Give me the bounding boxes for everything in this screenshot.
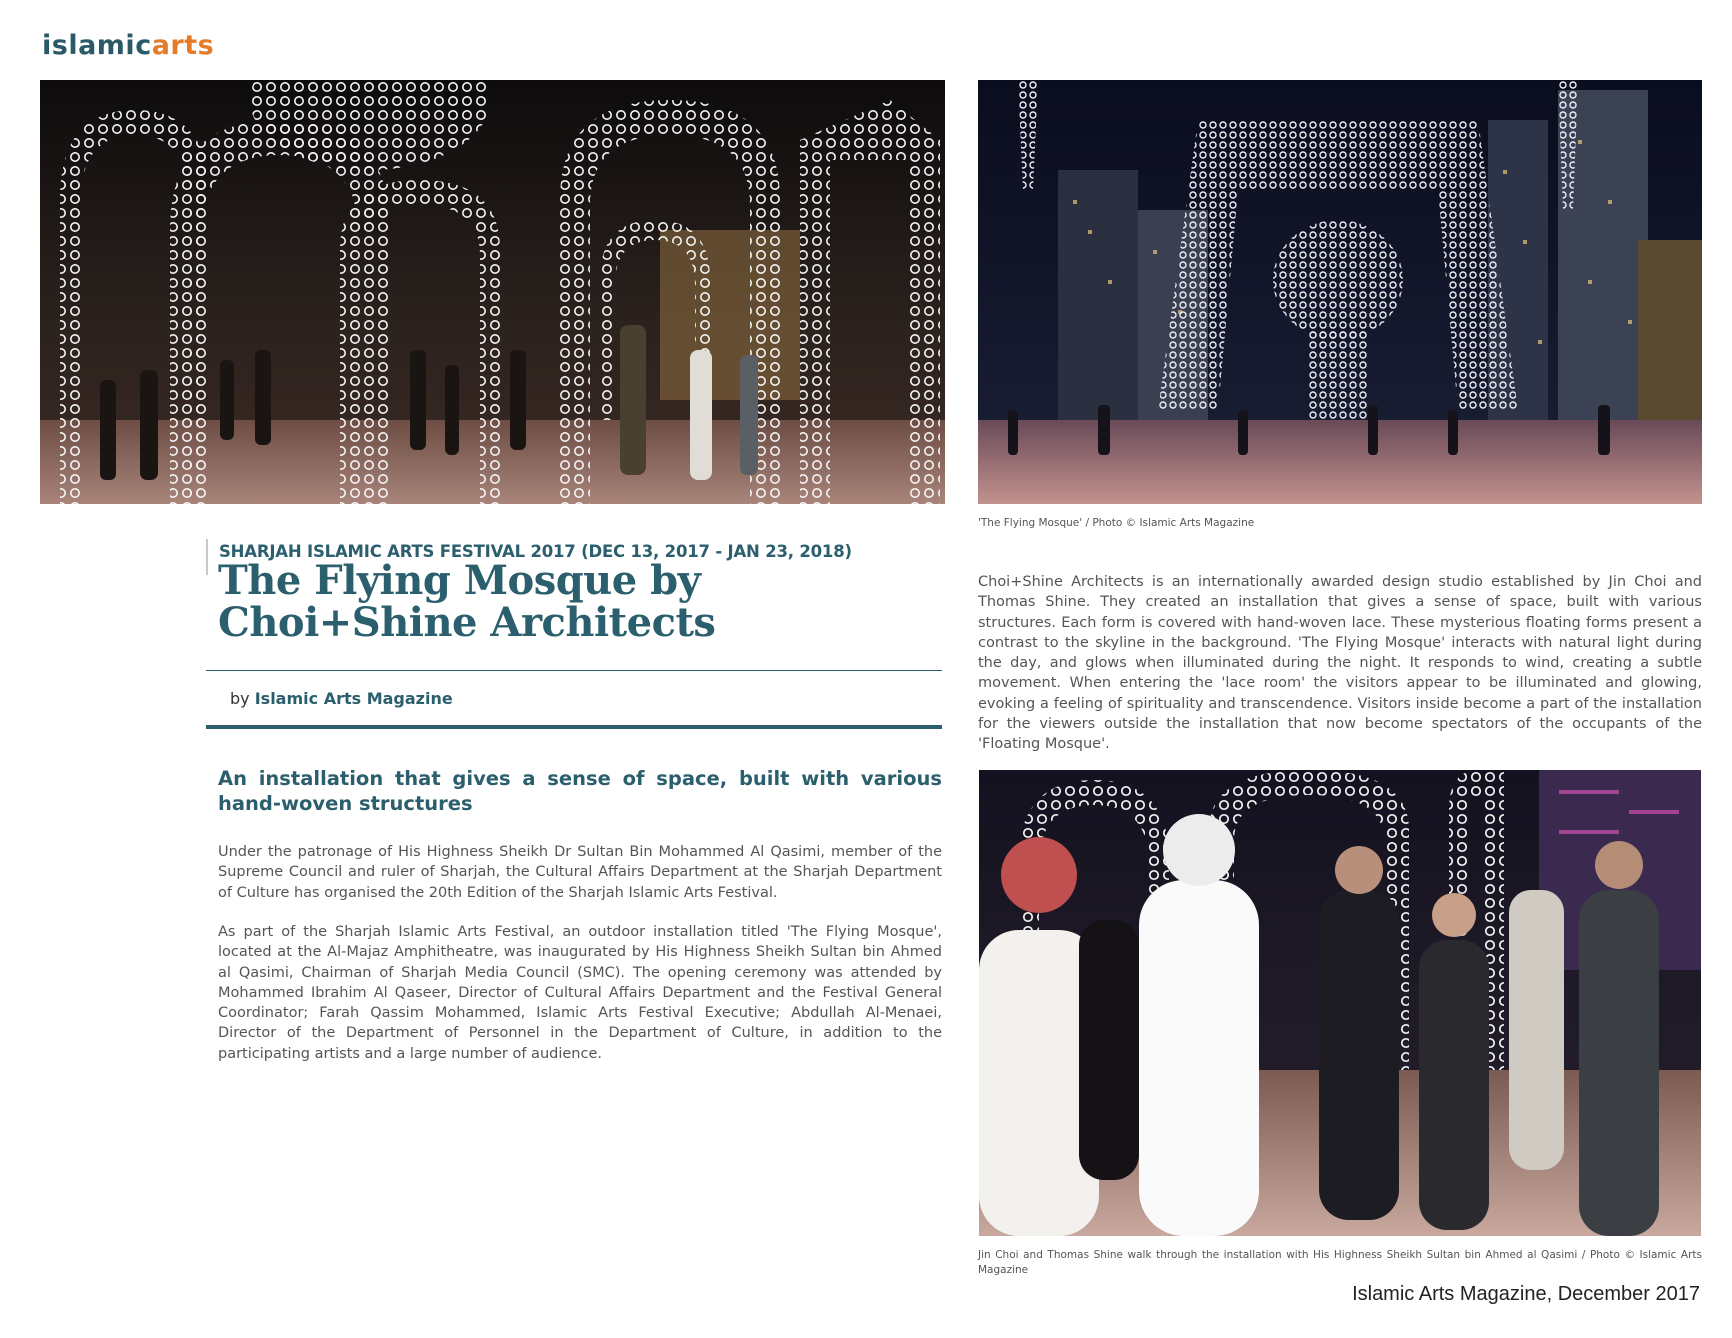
magazine-footer: Islamic Arts Magazine, December 2017	[1352, 1283, 1700, 1305]
article-title: The Flying Mosque by Choi+Shine Architects	[218, 557, 716, 646]
byline-divider	[206, 725, 942, 729]
byline	[230, 689, 453, 708]
night-lace-arches-photo	[40, 80, 945, 504]
festival-kicker: SHARJAH ISLAMIC ARTS FESTIVAL 2017 (DEC 13, 2017 - JAN 23, 2018)	[219, 542, 852, 561]
body-paragraph-1: Under the patronage of His Highness Sheikh Dr Sultan Bin Mohammed Al Qasimi, member of the Supreme Council and ruler of Sharjah, the Cultural Affairs Department at the Sharjah Department of Culture has organised the 20th Edition of the Sharjah Islamic Arts Festival.	[218, 844, 942, 901]
article-subhead: An installation that gives a sense of space, built with various hand-woven structures	[218, 767, 942, 815]
kicker-accent-bar	[206, 539, 208, 575]
byline-prefix: by	[230, 689, 250, 708]
body-paragraph-2: As part of the Sharjah Islamic Arts Festival, an outdoor installation titled 'The Flying Mosque', located at the Al-Majaz Amphitheatre, was inaugurated by His Highness Sheikh Sultan bin Ahmed al Qasimi, Chairman of Sharjah Media Council (SMC). The opening ceremony was attended by Mohammed Ibrahim Al Qaseer, Director of Cultural Affairs Department and the Festival General Coordinator; Farah Qassim Mohammed, Islamic Arts Festival Executive; Abdullah Al-Menaei, Director of the Department of Personnel in the Department of Culture, in addition to the participating artists and a large number of audience.	[218, 924, 942, 1062]
islamic-arts-logo	[42, 30, 214, 61]
logo-part-islamic: islamic	[42, 30, 152, 61]
bottom-photo-caption: Jin Choi and Thomas Shine walk through the installation with His Highness Sheikh Sultan bin Ahmed al Qasimi / Photo © Islamic Arts Magazine	[978, 1249, 1702, 1276]
byline-author: Islamic Arts Magazine	[254, 689, 453, 708]
flying-mosque-tower-photo	[978, 80, 1702, 504]
logo-part-arts: arts	[151, 30, 215, 61]
visitors-walking-photo	[979, 770, 1701, 1236]
body-paragraph-right: Choi+Shine Architects is an internationally awarded design studio established by Jin Choi and Thomas Shine. They created an installation that gives a sense of space, built with various structures. Each form is covered with hand-woven lace. These mysterious floating forms present a contrast to the skyline in the background. 'The Flying Mosque' interacts with natural light during the day, and glows when illuminated during the night. It responds to wind, creating a subtle movement. When entering the 'lace room' the visitors appear to be illuminated and glowing, evoking a feeling of spirituality and transcendence. Visitors inside become a part of the installation for the viewers outside the installation that now become spectators of the occupants of the 'Floating Mosque'.	[978, 574, 1702, 753]
top-photo-caption: 'The Flying Mosque' / Photo © Islamic Arts Magazine	[978, 517, 1255, 529]
title-divider	[206, 670, 942, 671]
